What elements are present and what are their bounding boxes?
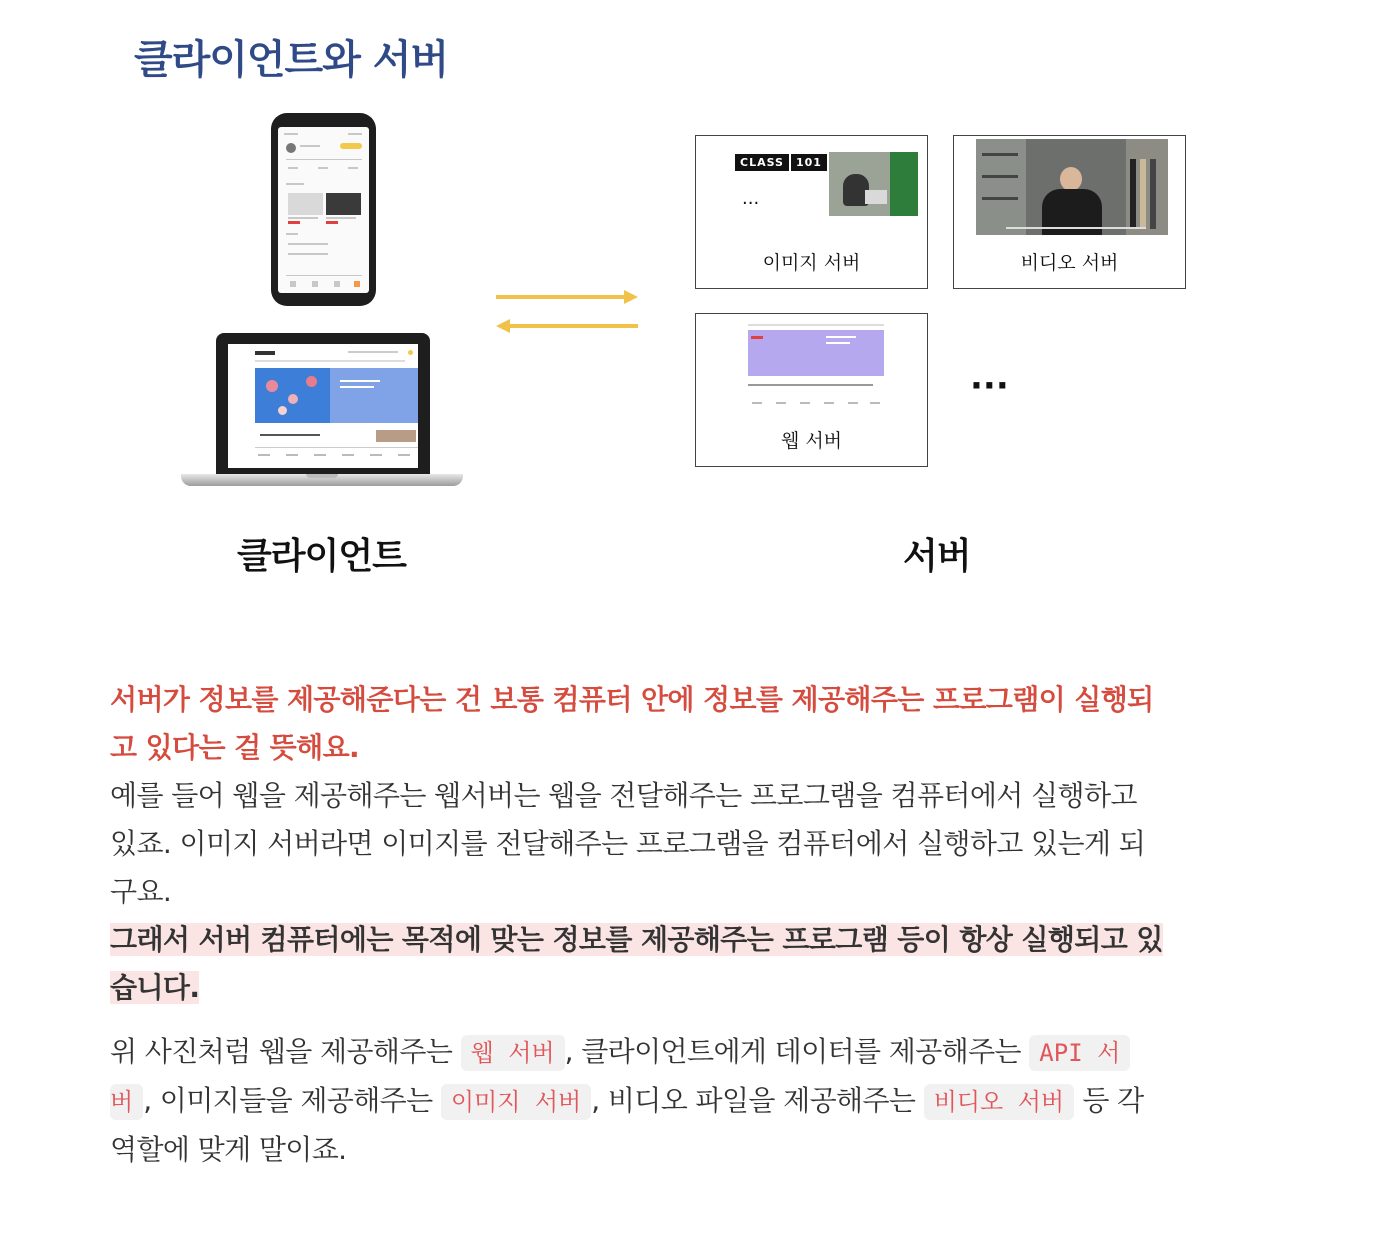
inline-text: 등 각 [1074,1084,1144,1117]
phone-screen [278,127,369,293]
web-server-banner [748,330,884,376]
inline-text: , 이미지들을 제공해주는 [143,1084,441,1117]
class101-logo-number: 101 [791,154,827,171]
response-arrow-left [494,316,640,336]
api-server-code: API 서 [1029,1035,1130,1071]
body-line: 있죠. 이미지 서버라면 이미지를 전달해주는 프로그램을 컴퓨터에서 실행하고 있는게 되 [110,827,1146,860]
image-box-ellipsis: ... [742,188,760,209]
api-server-code-cont: 버 [110,1084,143,1120]
paragraph-line [110,1077,1195,1126]
highlighted-line: 습니다. [110,971,200,1004]
laptop-illustration [216,333,430,476]
slide-title: 클라이언트와 서버 [134,37,449,83]
inline-text: 위 사진처럼 웹을 제공해주는 [110,1035,461,1068]
video-server-code: 비디오 서버 [924,1084,1074,1120]
video-thumbnail [976,139,1168,235]
smartphone-illustration [271,113,376,306]
explanation-paragraph [110,676,1195,1012]
inline-text: , 클라이언트에게 데이터를 제공해주는 [564,1035,1030,1068]
web-server-code: 웹 서버 [461,1035,565,1071]
highlighted-line: 그래서 서버 컴퓨터에는 목적에 맞는 정보를 제공해주는 프로그램 등이 항상 실행되고 있 [110,923,1163,956]
image-server-code: 이미지 서버 [441,1084,591,1120]
paragraph-line [110,1028,1195,1077]
video-server-label: 비디오 서버 [1020,252,1119,274]
image-server-green-panel [890,152,918,216]
client-label: 클라이언트 [237,536,406,577]
phone-banner [326,193,361,215]
emphasis-line: 서버가 정보를 제공해준다는 건 보통 컴퓨터 안에 정보를 제공해주는 프로그램이 실행되 [110,683,1154,716]
body-line: 구요. [110,875,172,908]
examples-paragraph [110,1028,1195,1174]
laptop-screen [228,344,418,468]
server-label: 서버 [903,536,971,577]
request-arrow-right [494,287,640,307]
body-line: 예를 들어 웹을 제공해주는 웹서버는 웹을 전달해주는 프로그램을 컴퓨터에서 실행하고 [110,779,1137,812]
image-server-box [695,135,928,289]
more-servers-ellipsis: ··· [970,366,1009,406]
image-server-label: 이미지 서버 [762,252,861,274]
phone-banner [288,193,323,215]
laptop-notch [306,474,338,478]
video-server-box [953,135,1186,289]
inline-text: , 비디오 파일을 제공해주는 [591,1084,924,1117]
class101-logo-class: CLASS [735,154,789,171]
web-server-label: 웹 서버 [780,430,843,452]
web-server-box [695,313,928,467]
paragraph-line: 역할에 맞게 말이죠. [110,1133,347,1166]
emphasis-line: 고 있다는 걸 뜻해요. [110,731,360,764]
